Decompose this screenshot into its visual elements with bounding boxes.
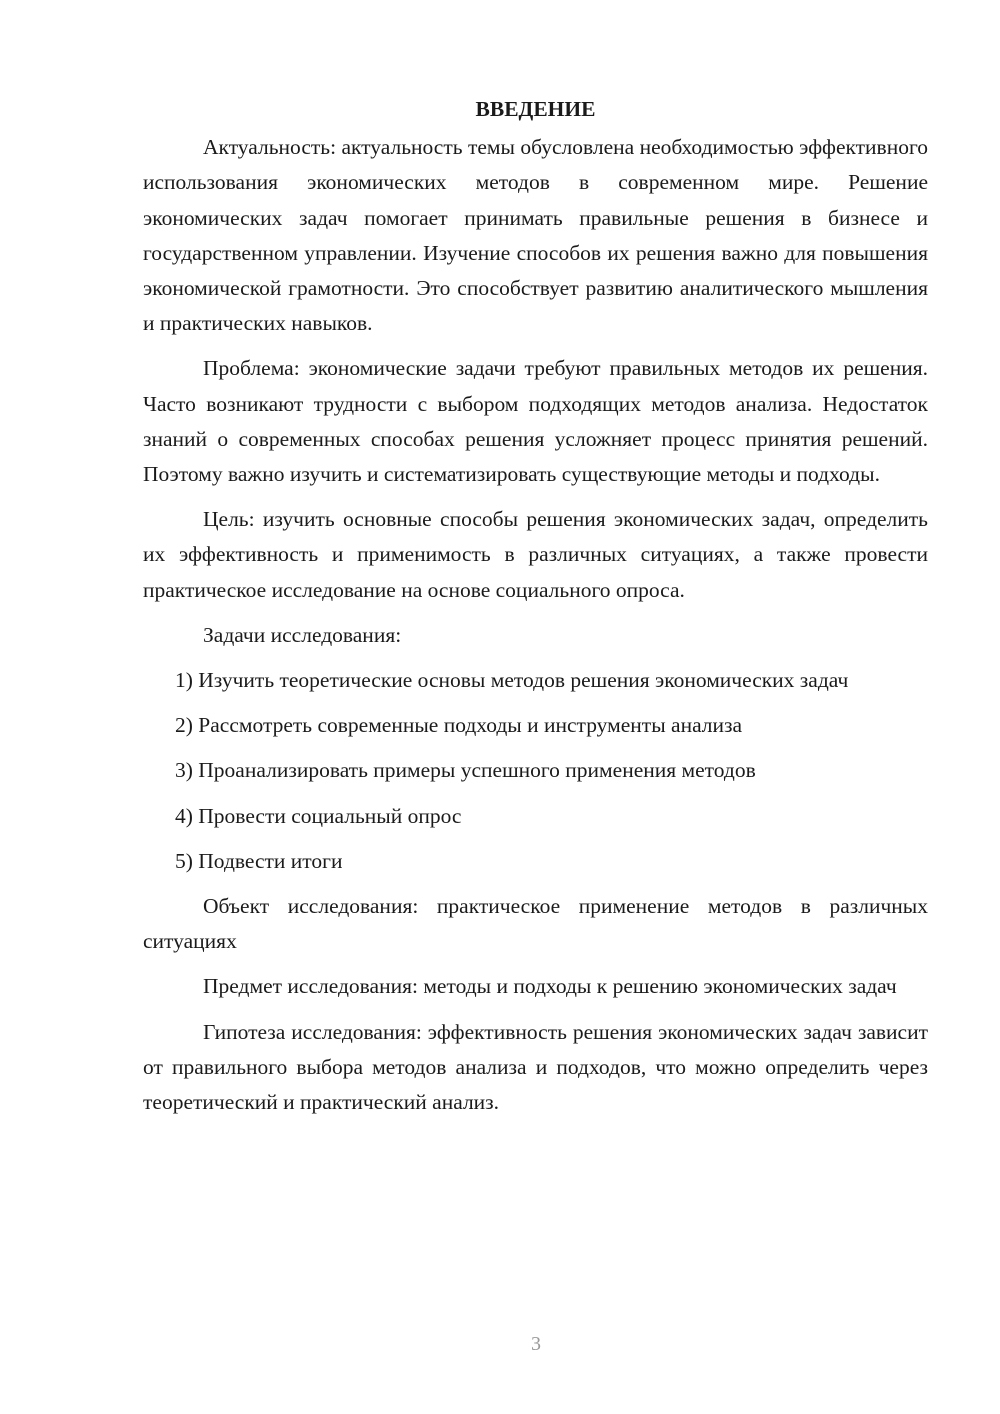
document-page [143,92,928,1130]
paragraph-goal: Цель: изучить основные способы решения экономических задач, определить их эффективность и применимость в различных ситуациях, а также провести практическое исследование на основе социального опроса. [143,507,928,602]
paragraph-problem: Проблема: экономические задачи требуют правильных методов их решения. Часто возникают трудности с выбором подходящих методов анализа. Недостаток знаний о современных способах решения усложняет процесс принятия решений. Поэтому важно изучить и систематизировать существующие методы и подходы. [143,356,928,487]
paragraph-object: Объект исследования: практическое применение методов в различных ситуациях [143,894,928,954]
task-item: 1) Изучить теоретические основы методов решения экономических задач [175,668,849,693]
tasks-title: Задачи исследования: [203,622,402,647]
task-item: 3) Проанализировать примеры успешного применения методов [175,758,756,783]
task-item: 4) Провести социальный опрос [175,803,462,828]
task-item: 2) Рассмотреть современные подходы и инструменты анализа [175,713,743,738]
tasks-list [143,663,928,879]
paragraph-subject: Предмет исследования: методы и подходы к решению экономических задач [203,974,897,999]
task-item: 5) Подвести итоги [175,848,343,873]
section-heading: ВВЕДЕНИЕ [475,97,596,121]
paragraph-relevance: Актуальность: актуальность темы обусловлена необходимостью эффективного использования экономических методов в современном мире. Решение экономических задач помогает принимать правильные решения в бизнесе и государственном управлении. Изучение способов их решения важно для повышения экономической грамотности. Это способствует развитию аналитического мышления и практических навыков. [143,135,928,336]
paragraph-hypothesis: Гипотеза исследования: эффективность решения экономических задач зависит от правильного выбора методов анализа и подходов, что можно определить через теоретический и практический анализ. [143,1019,928,1115]
page-number: 3 [531,1333,541,1355]
